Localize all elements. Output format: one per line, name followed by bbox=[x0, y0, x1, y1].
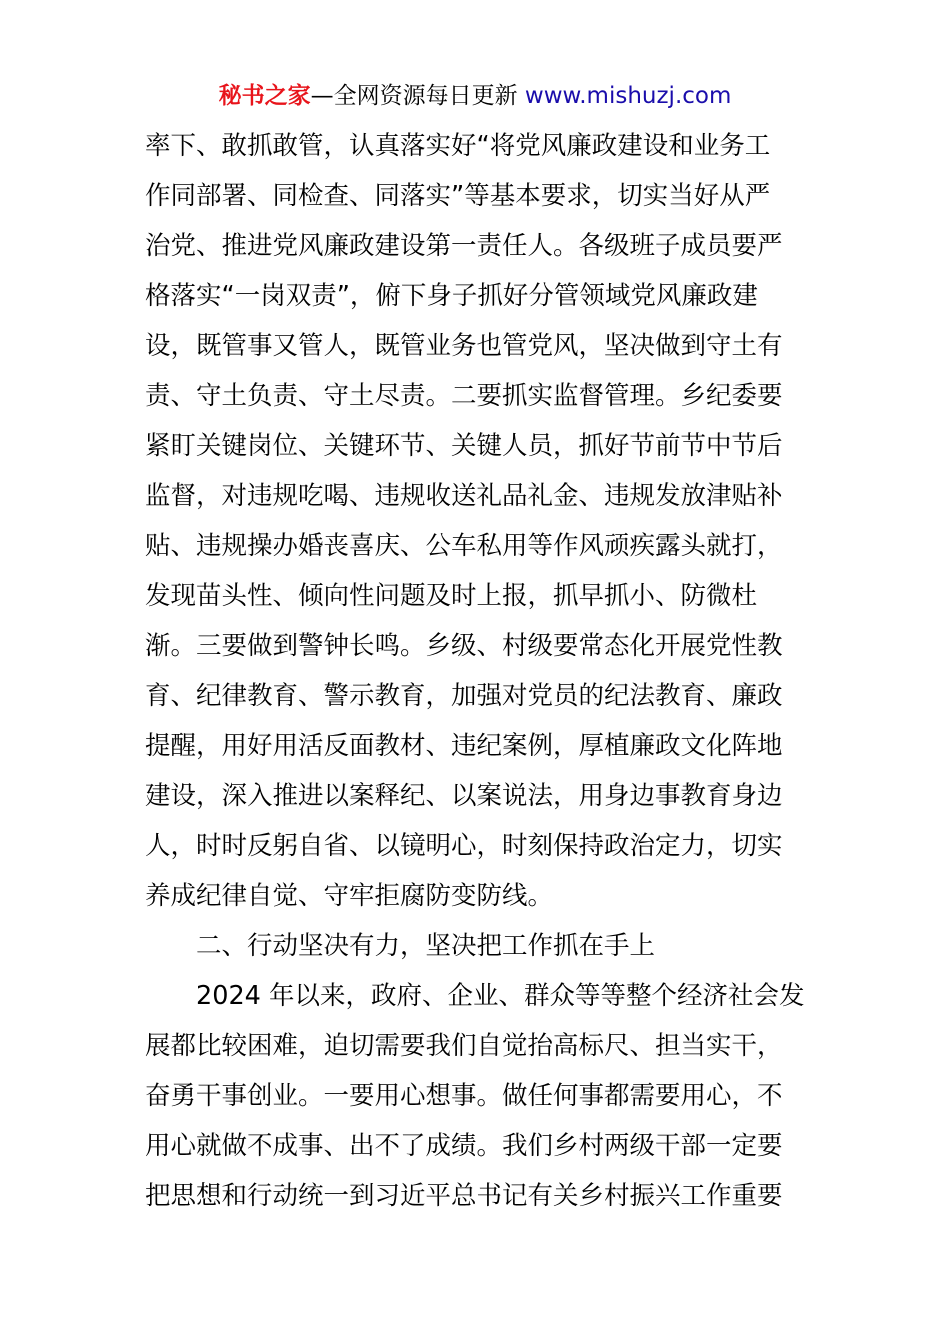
text-line: 责、守土负责、守土尽责。二要抓实监督管理。乡纪委要 bbox=[145, 381, 783, 411]
text-line: 作同部署、同检查、同落实”等基本要求，切实当好从严 bbox=[145, 181, 771, 211]
text-line: 渐。三要做到警钟长鸣。乡级、村级要常态化开展党性教 bbox=[145, 631, 783, 661]
text-line: 养成纪律自觉、守牢拒腐防变防线。 bbox=[145, 881, 554, 911]
text-line: 贴、违规操办婚丧喜庆、公车私用等作风顽疾露头就打， bbox=[145, 531, 783, 561]
text-line: 人，时时反躬自省、以镜明心，时刻保持政治定力，切实 bbox=[145, 831, 783, 861]
text-line: 率下、敢抓敢管，认真落实好“将党风廉政建设和业务工 bbox=[145, 131, 771, 161]
page-header bbox=[0, 80, 950, 112]
section-heading: 二、行动坚决有力，坚决把工作抓在手上 bbox=[196, 931, 656, 961]
text-line: 把思想和行动统一到习近平总书记有关乡村振兴工作重要 bbox=[145, 1181, 783, 1211]
text-line: 展都比较困难，迫切需要我们自觉抬高标尺、担当实干， bbox=[145, 1031, 783, 1061]
text-line: 紧盯关键岗位、关键环节、关键人员，抓好节前节中节后 bbox=[145, 431, 783, 461]
site-link[interactable]: www.mishuzj.com bbox=[524, 83, 732, 109]
text-line: 格落实“一岗双责”，俯下身子抓好分管领域党风廉政建 bbox=[145, 281, 758, 311]
brand-name: 秘书之家 bbox=[218, 83, 311, 109]
text-line: 治党、推进党风廉政建设第一责任人。各级班子成员要严 bbox=[145, 231, 783, 261]
header-tagline: —全网资源每日更新 bbox=[310, 83, 525, 109]
text-line: 发现苗头性、倾向性问题及时上报，抓早抓小、防微杜 bbox=[145, 581, 758, 611]
text-line: 育、纪律教育、警示教育，加强对党员的纪法教育、廉政 bbox=[145, 681, 783, 711]
text-line: 建设，深入推进以案释纪、以案说法，用身边事教育身边 bbox=[145, 781, 783, 811]
text-line: 监督，对违规吃喝、违规收送礼品礼金、违规发放津贴补 bbox=[145, 481, 783, 511]
text-line: 奋勇干事创业。一要用心想事。做任何事都需要用心，不 bbox=[145, 1081, 783, 1111]
text-line: 2024 年以来，政府、企业、群众等等整个经济社会发 bbox=[196, 981, 805, 1011]
document-body bbox=[145, 121, 810, 1221]
text-line: 设，既管事又管人，既管业务也管党风，坚决做到守土有 bbox=[145, 331, 783, 361]
text-line: 用心就做不成事、出不了成绩。我们乡村两级干部一定要 bbox=[145, 1131, 783, 1161]
text-line: 提醒，用好用活反面教材、违纪案例，厚植廉政文化阵地 bbox=[145, 731, 783, 761]
